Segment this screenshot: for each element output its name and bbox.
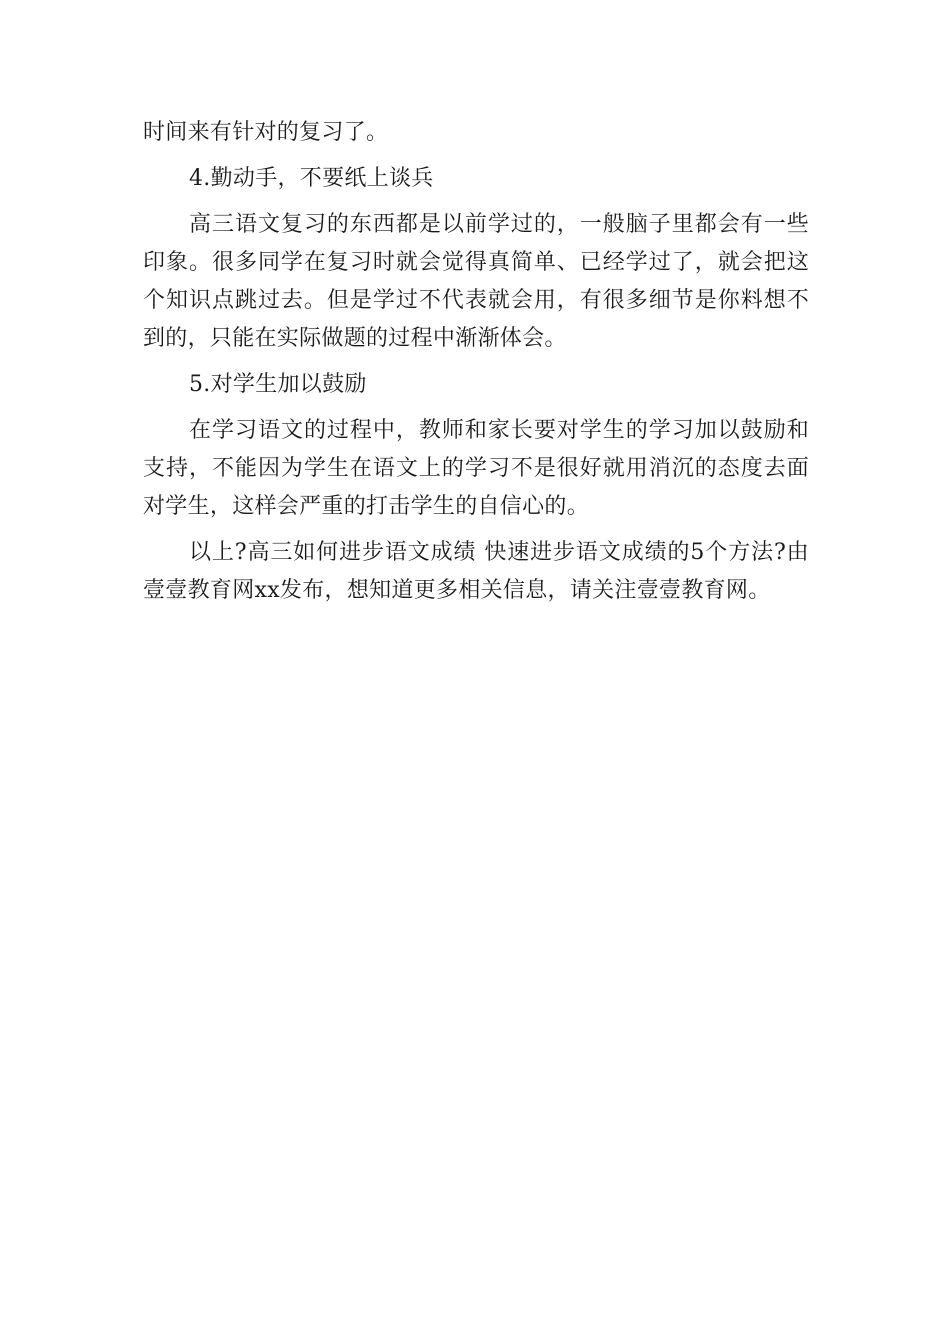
- paragraph-encouragement: 在学习语文的过程中，教师和家长要对学生的学习加以鼓励和支持，不能因为学生在语文上的学习不是很好就用消沉的态度去面对学生，这样会严重的打击学生的自信心的。: [143, 418, 809, 519]
- document-body: [143, 114, 809, 610]
- section-heading-5: 5.对学生加以鼓励: [189, 372, 367, 397]
- section-heading-4: 4.勤动手，不要纸上谈兵: [189, 166, 434, 191]
- paragraph-review-content: 高三语文复习的东西都是以前学过的，一般脑子里都会有一些印象。很多同学在复习时就会觉得真简单、已经学过了，就会把这个知识点跳过去。但是学过不代表就会用，有很多细节是你料想不到的，只能在实际做题的过程中渐渐体会。: [143, 212, 809, 351]
- paragraph-closing: 以上?高三如何进步语文成绩 快速进步语文成绩的5个方法?由壹壹教育网xx发布，想知道更多相关信息，请关注壹壹教育网。: [143, 540, 809, 603]
- paragraph-continuation: 时间来有针对的复习了。: [143, 120, 389, 145]
